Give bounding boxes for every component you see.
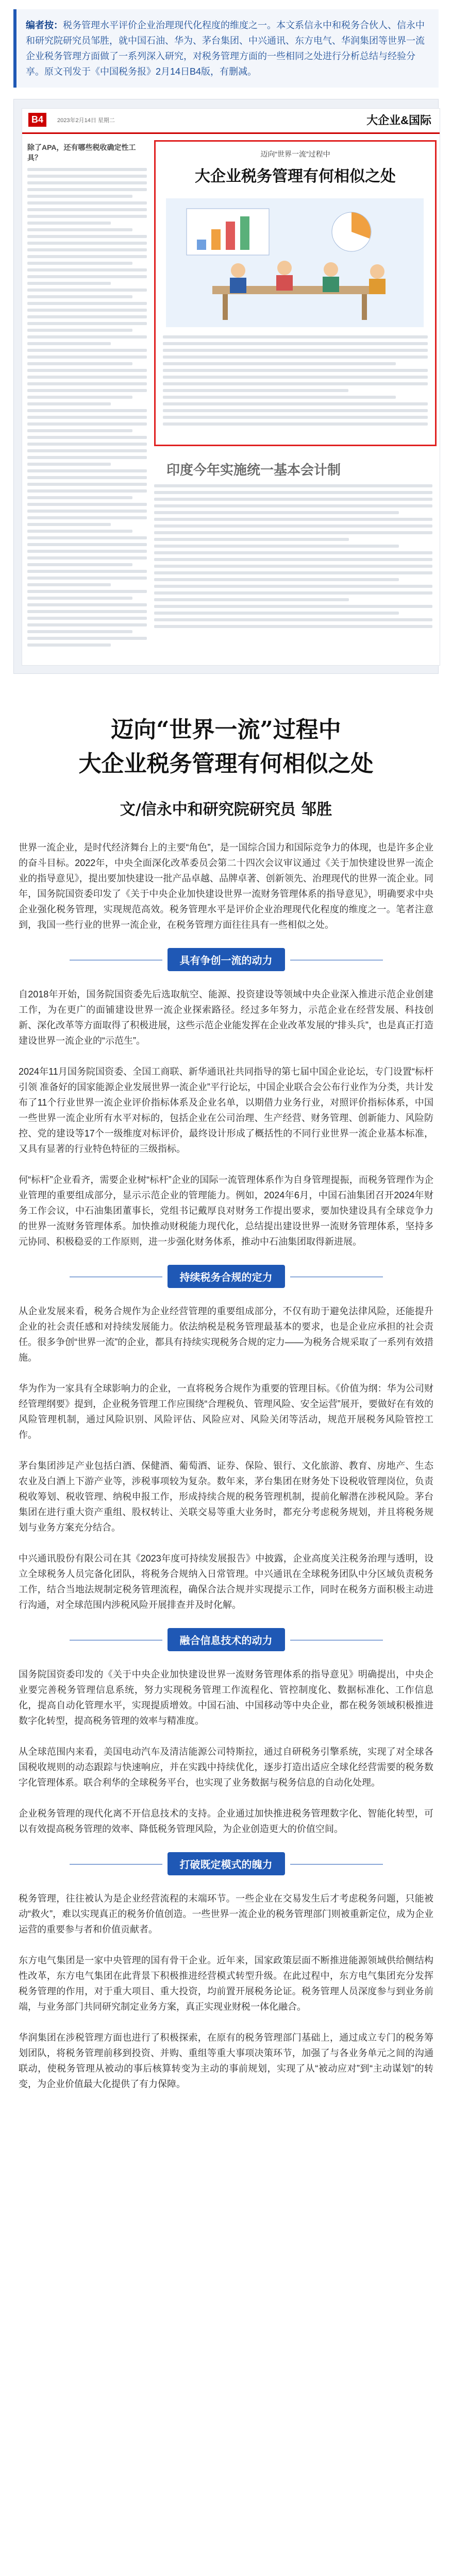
section-4-paragraph: 华润集团在涉税管理方面也进行了积极探索，在原有的税务管理部门基础上，通过成立专门的税务筹划团队，将税务管理前移到投资、并购、重组等重大事项决策环节，加强了与各业务单元之间的沟通联动，使税务管理从被动的事后核算转变为主动的事前规划，实现了从“被动应对”到“主动谋划”的转变，为企业价值最大化提供了有力保障。 — [19, 2032, 433, 2089]
text-line-placeholder — [27, 496, 132, 499]
text-line-placeholder — [27, 422, 147, 426]
section-heading-1: 具有争创一流的动力 — [168, 948, 285, 971]
newspaper-left-column — [27, 142, 147, 636]
newspaper-scan — [13, 99, 439, 674]
text-line-placeholder — [27, 463, 111, 466]
text-line-placeholder — [154, 504, 432, 507]
text-line-placeholder — [27, 563, 132, 566]
text-line-placeholder — [27, 242, 147, 245]
text-line-placeholder — [27, 429, 132, 432]
text-line-placeholder — [27, 289, 147, 292]
text-line-placeholder — [27, 215, 147, 218]
text-line-placeholder — [27, 382, 147, 385]
text-line-placeholder — [27, 322, 147, 325]
section-2-paragraph: 茅台集团涉足产业包括白酒、保健酒、葡萄酒、证券、保险、银行、文化旅游、教育、房地产、生态农业及白酒上下游产业等，涉税事项较为复杂。数年来，茅台集团在财务处下设税收管理岗位，负责税收筹划、税收管理、纳税申报工作，形成持续合规的税务管理机制，提前化解潜在涉税风险。茅台集团在进行重大资产重组、股权转让、关联交易等重大业务时，都充分考虑税务规划，并且将税务规划与业务方案充分结合。 — [19, 1461, 433, 1533]
article-title — [0, 713, 452, 781]
text-line-placeholder — [27, 282, 111, 285]
article-title-block — [0, 713, 452, 819]
highlighted-article — [154, 140, 437, 446]
text-line-placeholder — [27, 603, 147, 606]
article-title-line-1: 迈向“世界一流”过程中 — [111, 717, 341, 743]
text-line-placeholder — [154, 578, 399, 581]
text-line-placeholder — [27, 315, 147, 318]
section-heading-2: 持续税务合规的定力 — [168, 1265, 285, 1288]
section-heading-3: 融合信息技术的动力 — [168, 1628, 285, 1651]
newspaper-date: 2023年2月14日 星期二 — [57, 117, 115, 124]
section-2-paragraph: 华为作为一家具有全球影响力的企业，一直将税务合规作为重要的管理目标。《价值为纲：华为公司财经管理纲要》提到，企业税务管理工作应围绕“合理税负、管理风险、安全运营”展开，要做好在有效的风险管理机制，通过风险识别、风险评估、风险应对、风险关闭等活动，规范开展税务风险管控工作。 — [19, 1383, 433, 1440]
text-line-placeholder — [27, 476, 147, 479]
text-line-placeholder — [163, 389, 348, 392]
text-line-placeholder — [27, 556, 147, 560]
section-4-paragraph: 东方电气集团是一家中央管理的国有骨干企业。近年来，国家政策层面不断推进能源领域供给侧结构性改革，东方电气集团在此背景下积极推进经营模式转型升级。在此过程中，东方电气集团充分发挥税务管理的作用，对于重大项目、重大投资，均前置开展税务论证。税务管理人员深度参与到业务前端，与业务部门共同研究制定业务方案，真正实现业财税一体化融合。 — [19, 1955, 433, 2012]
text-line-placeholder — [154, 591, 432, 595]
text-line-placeholder — [163, 342, 428, 345]
text-line-placeholder — [27, 235, 147, 238]
left-column-text — [27, 168, 147, 647]
highlight-kicker: 迈向“世界一流”过程中 — [260, 150, 330, 158]
editor-note — [13, 9, 439, 88]
text-line-placeholder — [27, 402, 111, 405]
text-line-placeholder — [27, 195, 132, 198]
text-line-placeholder — [27, 396, 132, 399]
newspaper-section: 大企业&国际 — [366, 114, 431, 127]
text-line-placeholder — [154, 511, 399, 514]
highlight-headline: 大企业税务管理有何相似之处 — [195, 167, 396, 185]
text-line-placeholder — [27, 175, 147, 178]
text-line-placeholder — [27, 342, 111, 345]
newspaper-page — [22, 109, 440, 665]
text-line-placeholder — [27, 295, 132, 298]
text-line-placeholder — [163, 409, 428, 412]
text-line-placeholder — [154, 524, 432, 528]
text-line-placeholder — [154, 625, 432, 628]
text-line-placeholder — [163, 382, 428, 385]
text-line-placeholder — [27, 510, 147, 513]
text-line-placeholder — [154, 518, 432, 521]
text-line-placeholder — [154, 484, 432, 487]
lower-headline: 印度今年实施统一基本会计制 — [166, 463, 341, 478]
highlight-body-text — [163, 335, 428, 437]
text-line-placeholder — [27, 349, 147, 352]
newspaper-body — [22, 134, 440, 644]
text-line-placeholder — [163, 369, 428, 372]
section-1-paragraph: 自2018年开始，国务院国资委先后选取航空、能源、投资建设等领域中央企业深入推进示范企业创建工作，为在更广的面铺建设世界一流企业探索路径。经过多年努力，示范企业在经营发展、科技创新、深化改革等方面取得了积极进展，这些示范企业能发挥在企业改革发展的“排头兵”，也是真正打造建设世界一流企业的“示范生”。 — [19, 989, 433, 1046]
text-line-placeholder — [27, 369, 147, 372]
text-line-placeholder — [27, 262, 132, 265]
text-line-placeholder — [27, 523, 111, 526]
text-line-placeholder — [154, 565, 432, 568]
text-line-placeholder — [163, 349, 428, 352]
section-4-paragraph: 税务管理，往往被认为是企业经营流程的末端环节。一些企业在交易发生后才考虑税务问题，只能被动“救火”，难以实现真正的税务价值创造。一些世界一流企业的税务管理部门则被重新定位，成为企业运营的重要参与者和价值贡献者。 — [19, 1893, 433, 1935]
text-line-placeholder — [163, 402, 428, 405]
text-line-placeholder — [27, 536, 147, 539]
text-line-placeholder — [27, 208, 147, 211]
section-2-paragraph: 中兴通讯股份有限公司在其《2023年度可持续发展报告》中披露，企业高度关注税务治理与透明，设立全球税务人员完备化团队，将税务合规纳入日常管理。中兴通讯在全球税务团队中分区域负责税务工作，结合当地法规制定税务管理流程，确保合法合规并实现提示工作，同时在税务方面积极主动进行沟通，对全球范围内涉税风险开展排查并及时化解。 — [19, 1553, 433, 1610]
section-1-paragraph: 何“标杆”企业看齐，需要企业树“标杆”企业的国际一流管理体系作为自身管理提振，而税务管理作为企业管理的重要组成部分，显示示范企业的管理能力。例如，2024年6月，中国石油集团召开2024年财务工作会议，中石油集团董事长，党组书记戴厚良对财务工作提出要求，要加快建设具有全球竞争力的世界一流财务管理体系。加快推动财税能力现代化，总结提出建设世界一流财务管理体系，坚持多元协同、积极稳妥的工作原则，进一步强化财务体系，推动中石油集团取得新进展。 — [19, 1175, 433, 1247]
text-line-placeholder — [27, 456, 147, 459]
article-content — [19, 840, 433, 2092]
text-line-placeholder — [27, 630, 132, 633]
text-line-placeholder — [27, 570, 147, 573]
text-line-placeholder — [163, 362, 396, 365]
text-line-placeholder — [27, 168, 147, 171]
text-line-placeholder — [27, 188, 147, 191]
text-line-placeholder — [154, 558, 432, 561]
intro-paragraph: 世界一流企业，是时代经济舞台上的主要“角色”，是一国综合国力和国际竞争力的体现，也是许多企业的奋斗目标。2022年，中央全面深化改革委员会第二十四次会议审议通过《关于加快建设世界一流企业的指导意见》，提出要加快建设一批产品卓越、品牌卓著、创新领先、治理现代的世界一流企业。同年，国务院国资委印发了《关于中央企业加快建设世界一流财务管理体系的指导意见》，明确要求中央企业强化税务管理，实现规范高效。税务管理水平是评价企业治理现代化程度的维度之一。笔者注意到，我国一些行业的世界一流企业，在税务管理方面往往具有一些相似之处。 — [19, 842, 433, 930]
text-line-placeholder — [154, 571, 432, 574]
text-line-placeholder — [27, 489, 147, 493]
text-line-placeholder — [27, 268, 147, 272]
text-line-placeholder — [163, 335, 428, 338]
text-line-placeholder — [27, 409, 147, 412]
section-2-paragraph: 从企业发展来看，税务合规作为企业经营管理的重要组成部分，不仅有助于避免法律风险，还能提升企业的社会责任感和对持续发展能力。依法纳税是税务管理最基本的要求，也是企业应承担的社会责任。很多争创“世界一流”的企业，都具有持续实现税务合规的定力——为税务合规采取了一系列有效措施。 — [19, 1306, 433, 1363]
text-line-placeholder — [27, 516, 147, 519]
text-line-placeholder — [163, 396, 396, 399]
text-line-placeholder — [27, 275, 147, 278]
text-line-placeholder — [154, 545, 399, 548]
text-line-placeholder — [27, 623, 147, 626]
text-line-placeholder — [27, 416, 147, 419]
text-line-placeholder — [27, 597, 132, 600]
text-line-placeholder — [27, 355, 147, 359]
text-line-placeholder — [154, 531, 432, 534]
text-line-placeholder — [27, 329, 132, 332]
editor-note-text: 税务管理水平评价企业治理现代化程度的维度之一。本文系信永中和税务合伙人、信永中和研究院研究员邹胜，就中国石油、华为、茅台集团、中兴通讯、东方电气、华润集团等世界一流企业税务管理方面做了一系列深入研究，对税务管理方面的一些相同之处进行分析总结与经验分享。原文刊发于《中国税务报》2月14日B4版，有删减。 — [26, 20, 425, 77]
article-byline: 文/信永中和研究院研究员 邹胜 — [120, 801, 332, 819]
newspaper-header — [22, 109, 440, 134]
text-line-placeholder — [163, 422, 428, 426]
text-line-placeholder — [163, 416, 428, 419]
text-line-placeholder — [27, 469, 147, 472]
text-line-placeholder — [27, 590, 147, 593]
text-line-placeholder — [27, 335, 147, 338]
text-line-placeholder — [154, 585, 432, 588]
text-line-placeholder — [27, 577, 147, 580]
text-line-placeholder — [154, 491, 432, 494]
text-line-placeholder — [154, 498, 432, 501]
text-line-placeholder — [27, 362, 132, 365]
page-label: B4 — [28, 113, 46, 127]
text-line-placeholder — [27, 255, 147, 258]
text-line-placeholder — [27, 643, 111, 647]
text-line-placeholder — [27, 222, 111, 225]
editor-note-lead: 编者按： — [26, 20, 63, 30]
text-line-placeholder — [27, 302, 147, 305]
section-heading-4: 打破既定模式的魄力 — [168, 1852, 285, 1875]
text-line-placeholder — [154, 605, 432, 608]
text-line-placeholder — [154, 612, 399, 615]
text-line-placeholder — [27, 389, 147, 392]
text-line-placeholder — [27, 436, 147, 439]
text-line-placeholder — [154, 618, 432, 621]
left-column-headline: 除了APA，还有哪些税收确定性工具？ — [27, 143, 136, 162]
text-line-placeholder — [163, 355, 428, 359]
article-title-line-2: 大企业税务管理有何相似之处 — [78, 751, 374, 777]
text-line-placeholder — [27, 543, 147, 546]
section-3-paragraph: 企业税务管理的现代化离不开信息技术的支持。企业通过加快推进税务管理数字化、智能化转型，可以有效提高税务管理的效率、降低税务管理风险，为企业创造更大的价值空间。 — [19, 1808, 433, 1834]
section-3-paragraph: 从全球范围内来看，美国电动汽车及清洁能源公司特斯拉，通过自研税务引擎系统，实现了对全球各国税收规则的动态跟踪与快速响应，并在实践中持续优化，逐步打造出适应全球化经营需要的税务数字化管理体系。联合利华的全球税务平台，也实现了业务数据与税务信息的自动化处理。 — [19, 1747, 433, 1788]
section-2 — [19, 1265, 433, 1613]
section-4 — [19, 1852, 433, 2092]
section-1-paragraph: 2024年11月国务院国资委、全国工商联、新华通讯社共同指导的第七届中国企业论坛，专门设置“标杆引领 准备好的国家能源企业发展世界一流企业”平行论坛，中国企业联合会公布行业作为分类，共计发布了11个行业世界一流企业评价指标体系及企业名单，以期借力业务行业，对照评价指标体系，中国一些世界一流企业所有水平对标的，包括企业在公司治理、生产经营、财务管理、创新能力、风险防控、党的建设等17个一级维度对标评价，最终设计形成了概括性的不同行业世界一流企业基本标准，又具有显著的行业特色特征的三级指标。 — [19, 1066, 433, 1154]
text-line-placeholder — [27, 449, 147, 452]
text-line-placeholder — [27, 309, 147, 312]
text-line-placeholder — [27, 583, 111, 586]
text-line-placeholder — [154, 538, 349, 541]
text-line-placeholder — [27, 376, 147, 379]
text-line-placeholder — [27, 503, 147, 506]
lower-article-text — [154, 484, 432, 639]
text-line-placeholder — [27, 248, 147, 251]
text-line-placeholder — [163, 376, 428, 379]
section-3 — [19, 1628, 433, 1837]
section-1 — [19, 948, 433, 1249]
text-line-placeholder — [154, 551, 432, 554]
text-line-placeholder — [27, 181, 147, 184]
text-line-placeholder — [27, 637, 147, 640]
text-line-placeholder — [27, 530, 132, 533]
text-line-placeholder — [27, 443, 147, 446]
text-line-placeholder — [27, 228, 132, 231]
meeting-illustration — [166, 198, 424, 327]
text-line-placeholder — [27, 483, 147, 486]
text-line-placeholder — [27, 610, 147, 613]
text-line-placeholder — [27, 550, 147, 553]
text-line-placeholder — [154, 598, 349, 601]
text-line-placeholder — [27, 201, 147, 205]
section-3-paragraph: 国务院国资委印发的《关于中央企业加快建设世界一流财务管理体系的指导意见》明确提出，中央企业要完善税务管理信息系统，努力实现税务管理工作流程化、管控制度化、数据标准化、工作信息化，提高自动化管理水平，实现提质增效。中国石油、中国移动等中央企业，都在税务领域积极推进数字化转型，提高税务管理的效率与精准度。 — [19, 1669, 433, 1726]
text-line-placeholder — [27, 617, 147, 620]
